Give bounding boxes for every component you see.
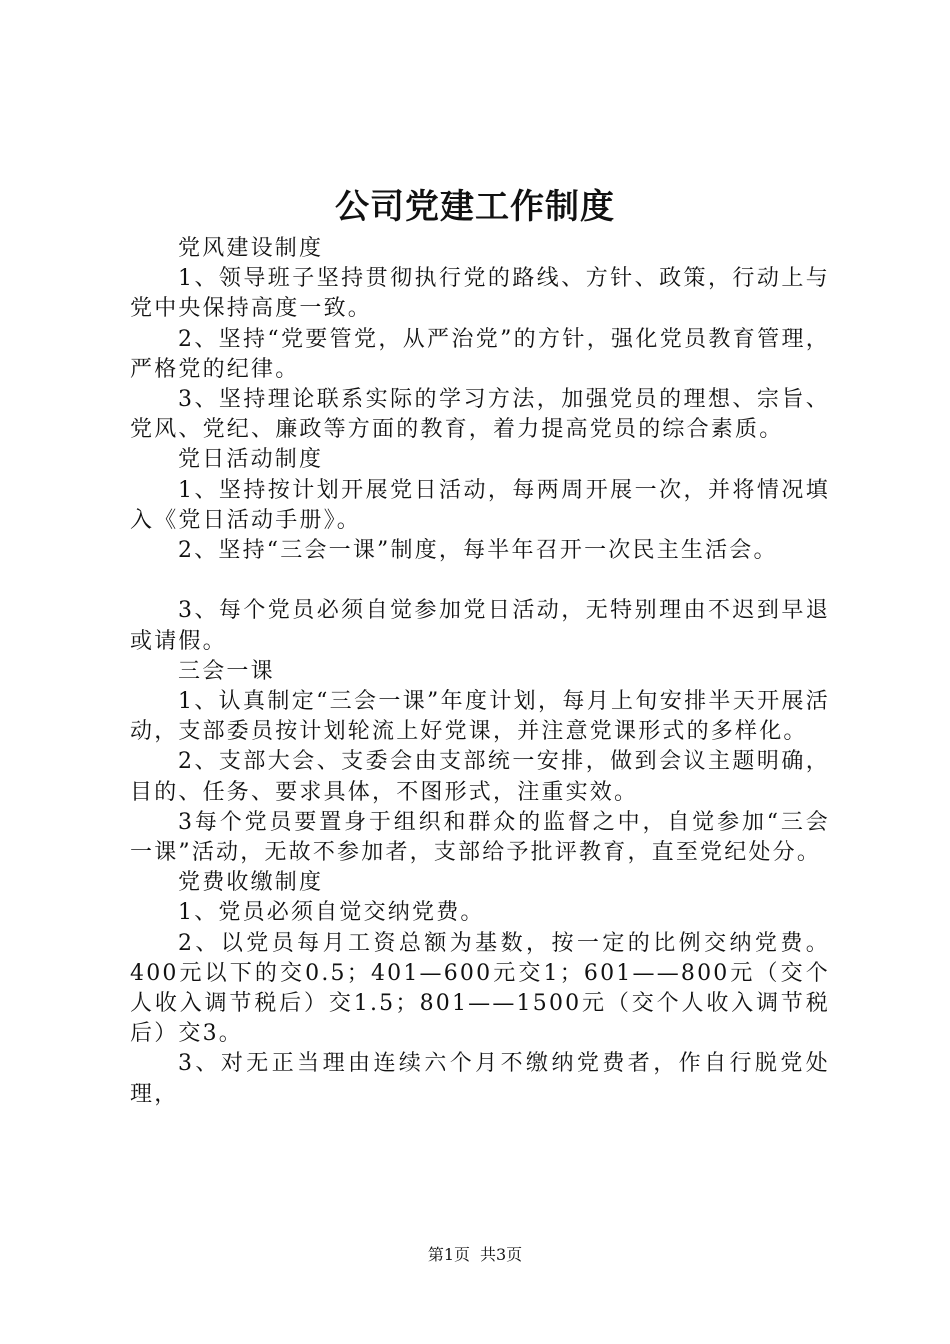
paragraph: 2、支部大会、支委会由支部统一安排，做到会议主题明确，目的、任务、要求具体，不图形式，注重实效。 xyxy=(130,749,830,805)
paragraph: 1、领导班子坚持贯彻执行党的路线、方针、政策，行动上与党中央保持高度一致。 xyxy=(130,266,830,322)
page-total: 共3页 xyxy=(480,1245,523,1264)
paragraph: 2、坚持“三会一课”制度，每半年召开一次民主生活会。 xyxy=(178,538,778,564)
section-heading-three-meetings: 三会一课 xyxy=(178,658,275,684)
paragraph: 3、坚持理论联系实际的学习方法，加强党员的理想、宗旨、党风、党纪、廉政等方面的教育，着力提高党员的综合素质。 xyxy=(130,387,830,443)
paragraph: 1、坚持按计划开展党日活动，每两周开展一次，并将情况填入《党日活动手册》。 xyxy=(130,477,830,533)
paragraph: 1、认真制定“三会一课”年度计划，每月上旬安排半天开展活动，支部委员按计划轮流上好党课，并注意党课形式的多样化。 xyxy=(130,689,830,745)
page-number: 第1页 xyxy=(427,1245,470,1264)
paragraph: 2、坚持“党要管党，从严治党”的方针，强化党员教育管理，严格党的纪律。 xyxy=(130,326,830,382)
section-heading-party-style: 党风建设制度 xyxy=(178,236,324,261)
paragraph: 3、对无正当理由连续六个月不缴纳党费者，作自行脱党处理， xyxy=(130,1051,830,1107)
document-title: 公司党建工作制度 xyxy=(335,187,615,227)
paragraph: 2、以党员每月工资总额为基数，按一定的比例交纳党费。400元以下的交0.5；401—600元交1；601——800元（交个人收入调节税后）交1.5；801——1500元（交个人收入调节税后）交3。 xyxy=(130,930,830,1047)
section-heading-party-day: 党日活动制度 xyxy=(178,447,324,473)
paragraph: 3、每个党员必须自觉参加党日活动，无特别理由不迟到早退或请假。 xyxy=(130,598,830,654)
page-footer xyxy=(0,1244,950,1266)
document-body xyxy=(130,234,830,1110)
section-heading-party-dues: 党费收缴制度 xyxy=(178,870,324,896)
paragraph: 1、党员必须自觉交纳党费。 xyxy=(178,900,485,926)
paragraph: 3每个党员要置身于组织和群众的监督之中，自觉参加“三会一课”活动，无故不参加者，支部给予批评教育，直至党纪处分。 xyxy=(130,809,830,866)
